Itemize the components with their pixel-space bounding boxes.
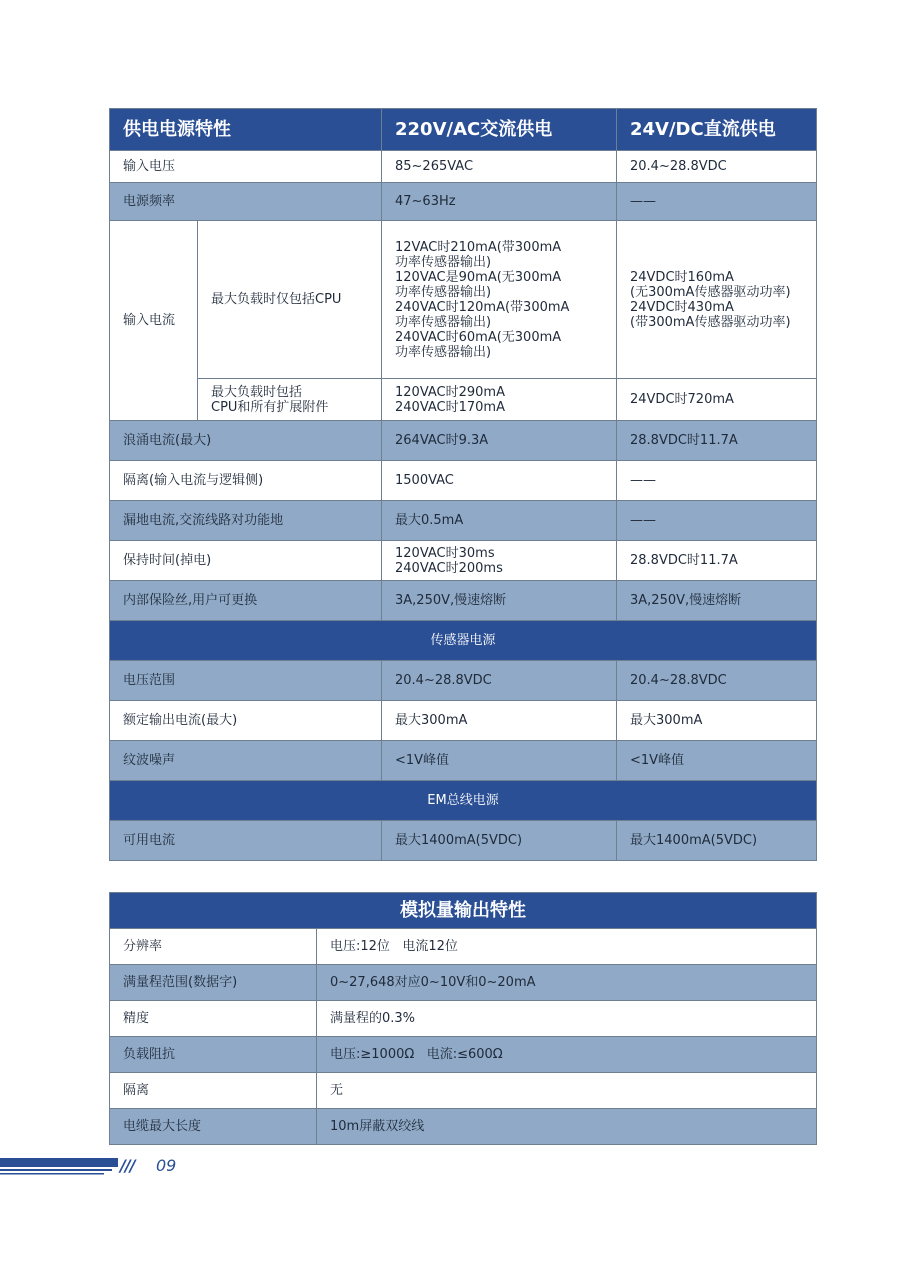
ac-value: 20.4~28.8VDC (382, 661, 617, 701)
sub-row-label: 最大负载时包括 CPU和所有扩展附件 (198, 379, 382, 421)
row-label: 电源频率 (110, 183, 382, 221)
row-label: 隔离(输入电流与逻辑侧) (110, 461, 382, 501)
row-label: 隔离 (110, 1073, 317, 1109)
table-row (110, 183, 817, 221)
dc-value: 28.8VDC时11.7A (617, 541, 817, 581)
power-supply-table (109, 108, 817, 861)
input-current-label: 输入电流 (110, 221, 198, 421)
row-value: 电压:≥1000Ω 电流:≤600Ω (317, 1037, 817, 1073)
ac-value: 12VAC时210mA(带300mA 功率传感器输出) 120VAC是90mA(无300mA 功率传感器输出) 240VAC时120mA(带300mA 功率传感器输出) 240VAC时60mA(无300mA 功率传感器输出) (382, 221, 617, 379)
dc-value: —— (617, 183, 817, 221)
page-number: 09 (156, 1156, 177, 1175)
dc-value: 最大300mA (617, 701, 817, 741)
ac-value: 最大0.5mA (382, 501, 617, 541)
dc-value: 最大1400mA(5VDC) (617, 821, 817, 861)
row-value: 满量程的0.3% (317, 1001, 817, 1037)
table-row (110, 1073, 817, 1109)
header-dc-supply: 24V/DC直流供电 (617, 109, 817, 151)
table-row (110, 821, 817, 861)
table-row (110, 1001, 817, 1037)
em-bus-power-section-title: EM总线电源 (110, 781, 817, 821)
dc-value: 20.4~28.8VDC (617, 661, 817, 701)
row-value: 0~27,648对应0~10V和0~20mA (317, 965, 817, 1001)
table-row (110, 1037, 817, 1073)
sub-row-label: 最大负载时仅包括CPU (198, 221, 382, 379)
dc-value: 24VDC时720mA (617, 379, 817, 421)
row-label: 负载阻抗 (110, 1037, 317, 1073)
table-row (110, 461, 817, 501)
ac-value: <1V峰值 (382, 741, 617, 781)
header-ac-supply: 220V/AC交流供电 (382, 109, 617, 151)
dc-value: 3A,250V,慢速熔断 (617, 581, 817, 621)
ac-value: 最大300mA (382, 701, 617, 741)
row-label: 浪涌电流(最大) (110, 421, 382, 461)
ac-value: 120VAC时290mA 240VAC时170mA (382, 379, 617, 421)
analog-output-table (109, 892, 817, 1145)
row-label: 漏地电流,交流线路对功能地 (110, 501, 382, 541)
dc-value: 28.8VDC时11.7A (617, 421, 817, 461)
dc-value: —— (617, 501, 817, 541)
ac-value: 最大1400mA(5VDC) (382, 821, 617, 861)
row-label: 纹波噪声 (110, 741, 382, 781)
ac-value: 85~265VAC (382, 151, 617, 183)
row-label: 额定输出电流(最大) (110, 701, 382, 741)
table-row (110, 421, 817, 461)
table-header-row (110, 893, 817, 929)
table-row (110, 965, 817, 1001)
row-label: 可用电流 (110, 821, 382, 861)
ac-value: 3A,250V,慢速熔断 (382, 581, 617, 621)
table-row (110, 1109, 817, 1145)
footer-slashes-decoration: /// (120, 1156, 135, 1175)
table-row (110, 501, 817, 541)
row-label: 内部保险丝,用户可更换 (110, 581, 382, 621)
sensor-power-section-title: 传感器电源 (110, 621, 817, 661)
table-row (110, 701, 817, 741)
row-value: 电压:12位 电流12位 (317, 929, 817, 965)
table-row (110, 379, 817, 421)
row-label: 精度 (110, 1001, 317, 1037)
dc-value: —— (617, 461, 817, 501)
table-row (110, 741, 817, 781)
ac-value: 47~63Hz (382, 183, 617, 221)
analog-output-title: 模拟量输出特性 (110, 893, 817, 929)
row-label: 保持时间(掉电) (110, 541, 382, 581)
dc-value: <1V峰值 (617, 741, 817, 781)
row-label: 电压范围 (110, 661, 382, 701)
table-row (110, 541, 817, 581)
row-value: 10m屏蔽双绞线 (317, 1109, 817, 1145)
ac-value: 1500VAC (382, 461, 617, 501)
row-value: 无 (317, 1073, 817, 1109)
table-row (110, 929, 817, 965)
ac-value: 264VAC时9.3A (382, 421, 617, 461)
table-row (110, 661, 817, 701)
footer-stripes-decoration (0, 1158, 118, 1176)
dc-value: 24VDC时160mA (无300mA传感器驱动功率) 24VDC时430mA (带300mA传感器驱动功率) (617, 221, 817, 379)
dc-value: 20.4~28.8VDC (617, 151, 817, 183)
table-header-row (110, 109, 817, 151)
table-row (110, 581, 817, 621)
table-row (110, 151, 817, 183)
row-label: 电缆最大长度 (110, 1109, 317, 1145)
section-header-row (110, 621, 817, 661)
row-label: 输入电压 (110, 151, 382, 183)
row-label: 分辨率 (110, 929, 317, 965)
row-label: 满量程范围(数据字) (110, 965, 317, 1001)
section-header-row (110, 781, 817, 821)
table-row (110, 221, 817, 379)
header-power-characteristics: 供电电源特性 (110, 109, 382, 151)
ac-value: 120VAC时30ms 240VAC时200ms (382, 541, 617, 581)
